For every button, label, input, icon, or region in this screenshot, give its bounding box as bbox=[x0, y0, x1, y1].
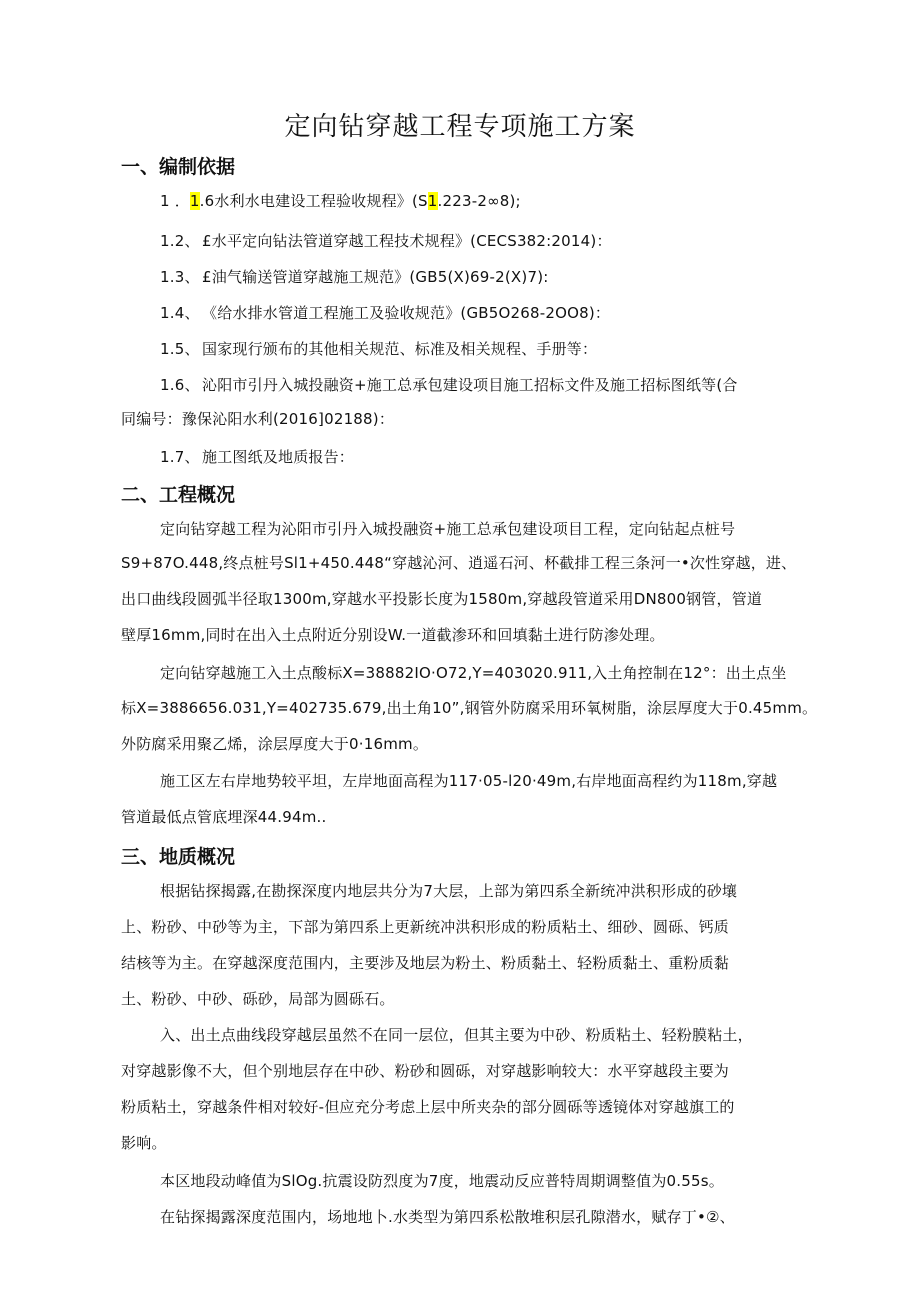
basis-item-num: 1.6、 bbox=[160, 376, 200, 394]
basis-item-1-text-b: .223-2∞8); bbox=[437, 192, 521, 210]
basis-item-text: 施工图纸及地质报告： bbox=[202, 448, 355, 466]
geology-line: 土、粉砂、中砂、砾砂，局部为圆砾石。 bbox=[121, 990, 395, 1008]
basis-item-5 bbox=[160, 338, 597, 359]
basis-item-num: 1.4、 bbox=[160, 304, 200, 322]
overview-line: 定向钻穿越工程为沁阳市引丹入城投融资+施工总承包建设项目工程，定向钻起点桩号 bbox=[160, 520, 736, 538]
overview-line: 外防腐采用聚乙烯，涂层厚度大于0·16mm。 bbox=[121, 735, 429, 753]
overview-line: 定向钻穿越施工入土点酸标X=38882IO·O72,Y=403020.911,入土角控制在12°：出土点坐 bbox=[160, 664, 787, 682]
basis-item-1-text-a: .6水利水电建设工程验收规程》(S bbox=[199, 192, 428, 210]
basis-item-1-num: 1 ． bbox=[160, 192, 190, 210]
geology-line: 粉质粘土，穿越条件相对较好-但应充分考虑上层中所夹杂的部分圆砾等透镜体对穿越旗工的 bbox=[121, 1098, 735, 1116]
highlight-mark: 1 bbox=[189, 192, 200, 210]
geology-line: 入、出土点曲线段穿越层虽然不在同一层位，但其主要为中砂、粉质粘土、轻粉膜粘土， bbox=[160, 1026, 753, 1044]
overview-line: 管道最低点管底埋深44.94m.. bbox=[121, 808, 327, 826]
basis-item-1 bbox=[160, 190, 521, 211]
geology-line: 上、粉砂、中砂等为主，下部为第四系上更新统冲洪积形成的粉质粘土、细砂、圆砾、钙质 bbox=[121, 918, 730, 936]
document-title: 定向钻穿越工程专项施工方案 bbox=[284, 112, 636, 142]
geology-line: 结核等为主。在穿越深度范围内，主要涉及地层为粉土、粉质黏土、轻粉质黏土、重粉质黏 bbox=[121, 954, 730, 972]
geology-line: 对穿越影像不大，但个别地层存在中砂、粉砂和圆砾，对穿越影响较大：水平穿越段主要为 bbox=[121, 1062, 730, 1080]
basis-item-num: 1.2、 bbox=[160, 232, 200, 250]
section-heading-overview: 二、工程概况 bbox=[121, 484, 236, 506]
section-heading-basis: 一、编制依据 bbox=[121, 156, 236, 178]
basis-item-4 bbox=[160, 302, 610, 323]
basis-item-num: 1.5、 bbox=[160, 340, 200, 358]
basis-item-6 bbox=[160, 374, 738, 395]
highlight-mark: 1 bbox=[427, 192, 438, 210]
overview-line: 出口曲线段圆弧半径取1300m,穿越水平投影长度为1580m,穿越段管道采用DN800钢管，管道 bbox=[121, 590, 763, 608]
basis-item-text: £油气输送管道穿越施工规范》(GB5(X)69-2(X)7): bbox=[202, 268, 549, 286]
section-heading-geology: 三、地质概况 bbox=[121, 846, 236, 868]
basis-item-2 bbox=[160, 230, 612, 251]
basis-item-num: 1.3、 bbox=[160, 268, 200, 286]
geology-line: 在钻探揭露深度范围内，场地地卜.水类型为第四系松散堆积层孔隙潜水，赋存丁•②、 bbox=[160, 1208, 735, 1226]
basis-item-text: 国家现行颁布的其他相关规范、标准及相关规程、手册等： bbox=[202, 340, 598, 358]
overview-line: S9+87O.448,终点桩号Sl1+450.448“穿越沁河、逍遥石河、杯截排工程三条河一•次性穿越，进、 bbox=[121, 554, 797, 572]
basis-item-3 bbox=[160, 266, 549, 287]
basis-item-text: 沁阳市引丹入城投融资+施工总承包建设项目施工招标文件及施工招标图纸等(合 bbox=[202, 376, 738, 394]
geology-line: 根据钻探揭露,在勘探深度内地层共分为7大层，上部为第四系全新统冲洪积形成的砂壤 bbox=[160, 882, 738, 900]
basis-item-7 bbox=[160, 446, 354, 467]
geology-line: 影响。 bbox=[121, 1134, 167, 1152]
overview-line: 标X=3886656.031,Y=402735.679,出土角10”,钢管外防腐采用环氧树脂，涂层厚度大于0.45mm。 bbox=[121, 699, 818, 717]
basis-item-text: £水平定向钻法管道穿越工程技术规程》(CECS382:2014)： bbox=[202, 232, 612, 250]
geology-line: 本区地段动峰值为SlOg.抗震设防烈度为7度，地震动反应普特周期调整值为0.55s。 bbox=[160, 1172, 724, 1190]
basis-item-6-cont: 同编号：豫保沁阳水利(2016]02188)： bbox=[121, 410, 395, 428]
basis-item-text: 《给水排水管道工程施工及验收规范》(GB5O268-2OO8)： bbox=[202, 304, 611, 322]
overview-line: 壁厚16mm,同时在出入土点附近分别设W.一道截渗环和回填黏土进行防渗处理。 bbox=[121, 626, 665, 644]
basis-item-num: 1.7、 bbox=[160, 448, 200, 466]
overview-line: 施工区左右岸地势较平坦，左岸地面高程为117·05-l20·49m,右岸地面高程约为118m,穿越 bbox=[160, 772, 778, 790]
